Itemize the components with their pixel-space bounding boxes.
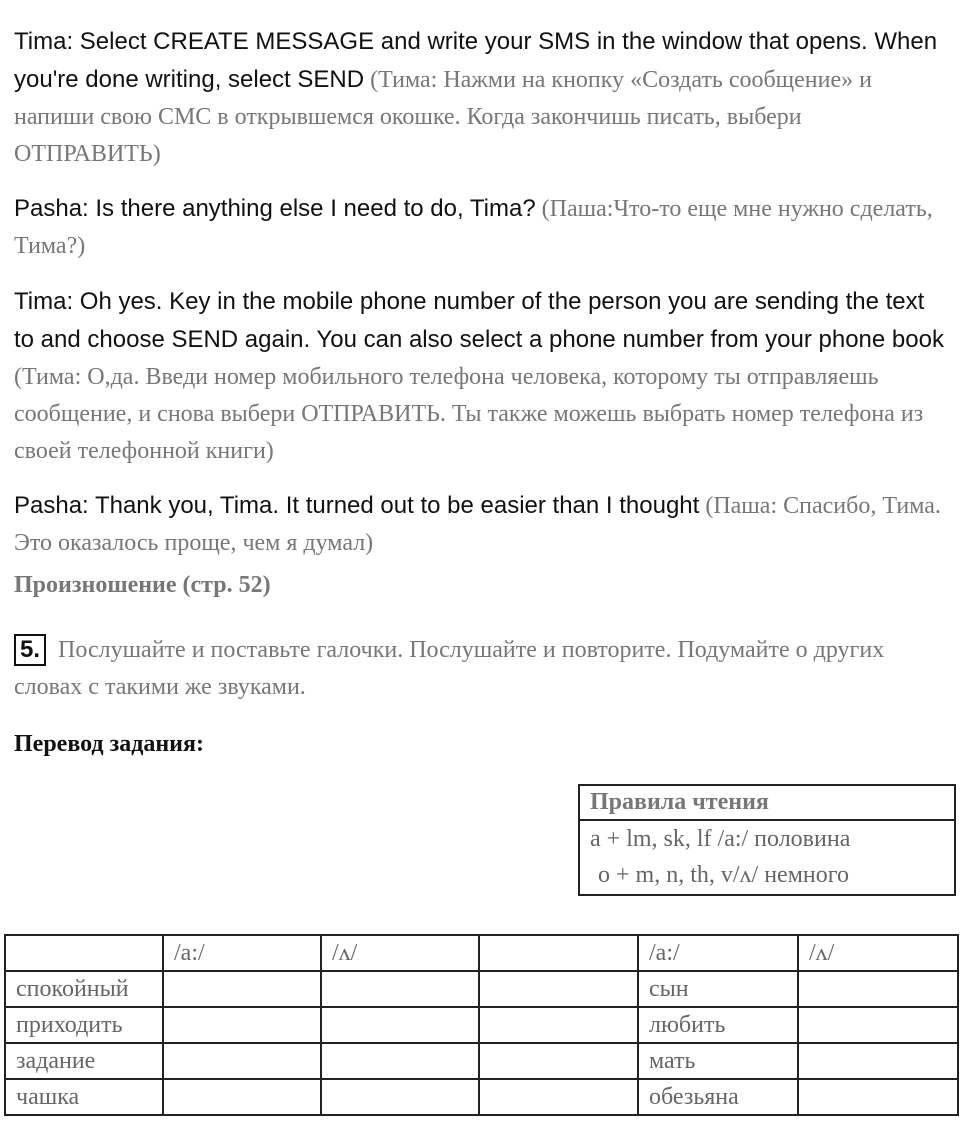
dialogue-russian-translation: (Тима: Нажми на кнопку «Создать сообщение» и напиши свою СМС в открывшемся окошке. Когда закончишь писать, выбери ОТПРАВИТЬ)	[14, 67, 872, 167]
dialogue-english-text: Pasha: Is there anything else I need to do, Tima?	[14, 195, 536, 222]
translation-heading: Перевод задания:	[14, 731, 204, 757]
tick-cell[interactable]	[321, 1007, 479, 1043]
reading-rule-line: a + lm, sk, lf /a:/ половина	[590, 826, 851, 852]
dialogue-line-1	[14, 23, 949, 173]
task-5	[14, 632, 949, 706]
table-row	[5, 1043, 958, 1079]
reading-rules-title: Правила чтения	[580, 786, 954, 821]
dialogue-russian-translation: (Паша: Спасибо, Тима. Это оказалось проще, чем я думал)	[14, 493, 941, 556]
dialogue-russian-translation: (Паша:Что-то еще мне нужно сделать, Тима?)	[14, 196, 933, 259]
table-row	[5, 1079, 958, 1115]
sound-table	[4, 934, 959, 1116]
table-header-cell: /ʌ/	[798, 935, 958, 971]
tick-cell[interactable]	[798, 1079, 958, 1115]
dialogue-russian-translation: (Тима: О,да. Введи номер мобильного телефона человека, которому ты отправляешь сообщение, и снова выбери ОТПРАВИТЬ. Ты также можешь выбрать номер телефона из своей телефонной книги)	[14, 364, 924, 464]
table-header-cell: /a:/	[163, 935, 321, 971]
table-row	[5, 1007, 958, 1043]
task-instruction: Послушайте и поставьте галочки. Послушайте и повторите. Подумайте о других словах с такими же звуками.	[14, 637, 885, 700]
table-header-row	[5, 935, 958, 971]
table-cell	[479, 971, 638, 1007]
table-cell	[5, 935, 163, 971]
tick-cell[interactable]	[798, 1007, 958, 1043]
tick-cell[interactable]	[798, 1043, 958, 1079]
tick-cell[interactable]	[321, 1043, 479, 1079]
tick-cell[interactable]	[163, 971, 321, 1007]
tick-cell[interactable]	[321, 971, 479, 1007]
dialogue-line-2	[14, 190, 949, 265]
pronunciation-heading: Произношение (стр. 52)	[14, 572, 271, 598]
word-cell: спокойный	[5, 971, 163, 1007]
table-header-cell: /ʌ/	[321, 935, 479, 971]
reading-rules-box	[578, 784, 956, 896]
dialogue-english-text: Pasha: Thank you, Tima. It turned out to be easier than I thought	[14, 492, 700, 519]
table-cell	[479, 1007, 638, 1043]
tick-cell[interactable]	[321, 1079, 479, 1115]
table-cell	[479, 1079, 638, 1115]
tick-cell[interactable]	[798, 971, 958, 1007]
tick-cell[interactable]	[163, 1079, 321, 1115]
table-cell	[479, 935, 638, 971]
task-number-badge: 5.	[14, 634, 46, 666]
reading-rule-line: o + m, n, th, v/ʌ/ немного	[598, 862, 849, 888]
word-cell: обезьяна	[638, 1079, 798, 1115]
dialogue-english-text: Tima: Oh yes. Key in the mobile phone number of the person you are sending the text to and choose SEND again. You can also select a phone number from your phone book	[14, 288, 944, 353]
word-cell: сын	[638, 971, 798, 1007]
tick-cell[interactable]	[163, 1043, 321, 1079]
table-header-cell: /a:/	[638, 935, 798, 971]
table-cell	[479, 1043, 638, 1079]
dialogue-line-3	[14, 283, 949, 470]
word-cell: приходить	[5, 1007, 163, 1043]
word-cell: любить	[638, 1007, 798, 1043]
tick-cell[interactable]	[163, 1007, 321, 1043]
dialogue-english-text: Tima: Select CREATE MESSAGE and write your SMS in the window that opens. When you're done writing, select SEND	[14, 28, 938, 93]
dialogue-line-4	[14, 487, 949, 562]
table-row	[5, 971, 958, 1007]
word-cell: мать	[638, 1043, 798, 1079]
word-cell: чашка	[5, 1079, 163, 1115]
word-cell: задание	[5, 1043, 163, 1079]
